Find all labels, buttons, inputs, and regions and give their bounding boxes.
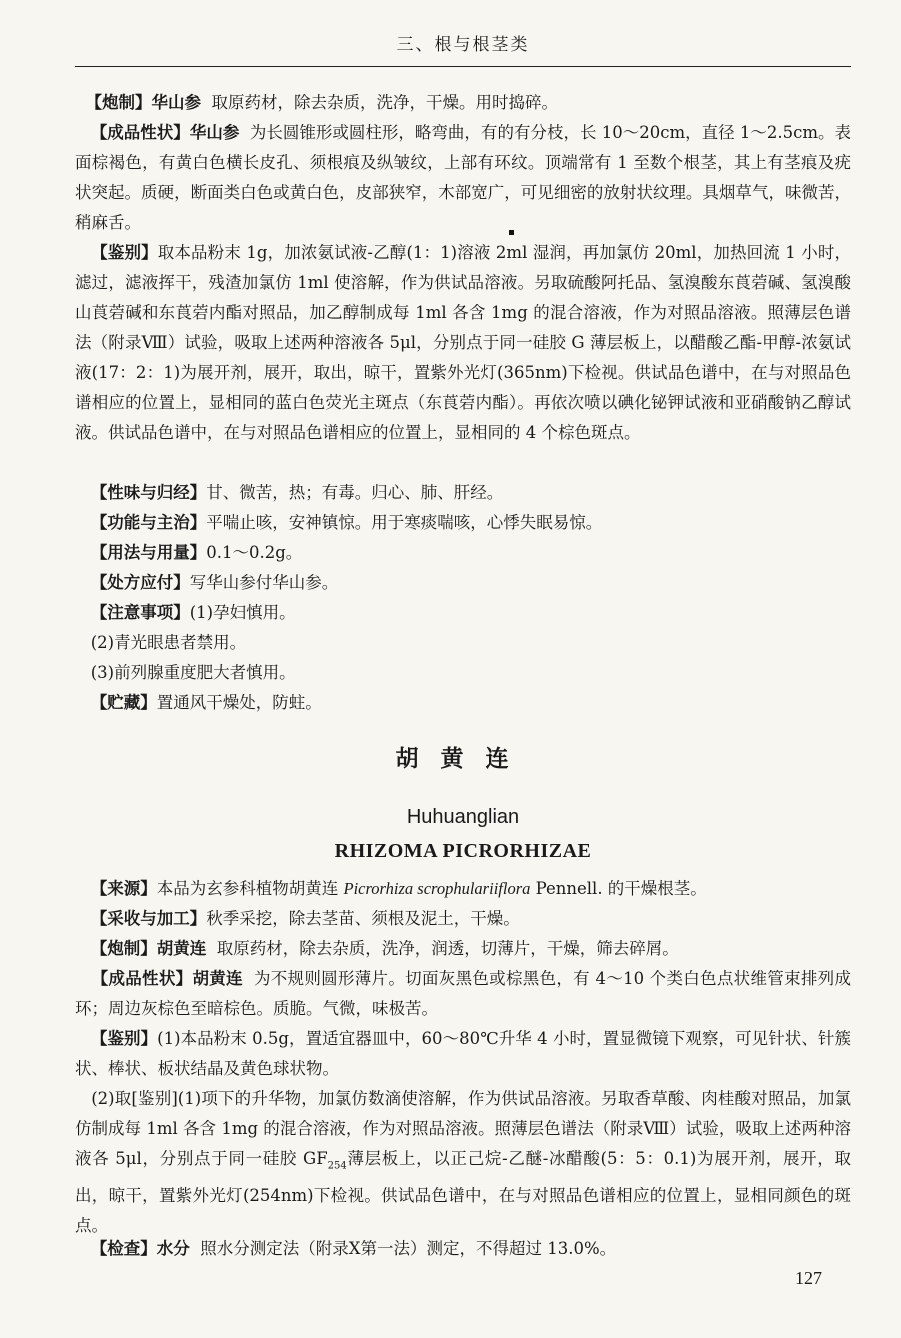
jianbie2-label: 【鉴别】 <box>90 1029 158 1048</box>
zhuyi-item-3-text: (3)前列腺重度肥大者慎用。 <box>90 663 296 682</box>
jiancha-text: 照水分测定法（附录Ⅹ第一法）测定，不得超过 13.0%。 <box>200 1239 617 1258</box>
jianbie-label: 【鉴别】 <box>91 243 158 262</box>
jianbie-text: 取本品粉末 1g，加浓氨试液-乙醇(1：1)溶液 2ml 湿润，再加氯仿 20ml，加热回流 1 小时，滤过，滤液挥干，残渣加氯仿 1ml 使溶解，作为供试品溶液。另取硫酸阿托品、氢溴酸东莨菪碱、氢溴酸山莨菪碱和东莨菪内酯对照品，加乙醇制成每 1ml 各含 1mg 的混合溶液，作为对照品溶液。照薄层色谱法（附录Ⅷ）试验，吸取上述两种溶液各 5μl，分别点于同一硅胶 G 薄层板上，以醋酸乙酯-甲醇-浓氨试液(17：2：1)为展开剂，展开，取出，晾干，置紫外光灯(365nm)下检视。供试品色谱中，在与对照品色谱相应的位置上，显相同的蓝白色荧光主斑点（东莨菪内酯）。再依次喷以碘化铋钾试液和亚硝酸钠乙醇试液。供试品色谱中，在与对照品色谱相应的位置上，显相同的 4 个棕色斑点。 <box>75 243 851 442</box>
jianbie-paragraph <box>75 238 851 448</box>
xingwei-paragraph <box>75 478 851 508</box>
xingzhuang2-label: 【成品性状】 <box>91 969 193 988</box>
gongneng-paragraph <box>75 508 851 538</box>
running-header: 三、根与根茎类 <box>396 35 530 55</box>
xingzhuang-paragraph <box>75 118 851 238</box>
zhucang-text: 置通风干燥处，防蛀。 <box>156 693 322 712</box>
paozhi-label: 【炮制】 <box>85 93 152 112</box>
ink-dot <box>509 230 514 235</box>
entry-title-latin: RHIZOMA PICRORHIZAE <box>334 840 592 862</box>
zhuyi-item-2 <box>75 628 851 658</box>
paozhi2-label: 【炮制】 <box>90 939 157 958</box>
laiyuan-label: 【来源】 <box>90 879 157 898</box>
zhuyi-paragraph <box>75 598 851 628</box>
xingzhuang-text: 为长圆锥形或圆柱形，略弯曲，有的有分枝，长 10～20cm，直径 1～2.5cm。表面棕褐色，有黄白色横长皮孔、须根痕及纵皱纹，上部有环纹。顶端常有 1 至数个根茎，其上有茎痕及疣状突起。质硬，断面类白色或黄白色，皮部狭窄，木部宽广，可见细密的放射状纹理。具烟草气，味微苦，稍麻舌。 <box>75 123 852 232</box>
yongfa-label: 【用法与用量】 <box>90 543 207 562</box>
paozhi-paragraph <box>75 88 851 118</box>
caishou-paragraph <box>75 904 851 934</box>
laiyuan-paragraph <box>75 874 851 904</box>
xingwei-label: 【性味与归经】 <box>90 483 207 502</box>
laiyuan-text-after: Pennell. 的干燥根茎。 <box>530 879 707 898</box>
paozhi-herb: 华山参 <box>151 93 201 112</box>
jianbie2-subscript: 254 <box>327 1160 347 1172</box>
jianbie2-text-2a: (2)取[鉴别](1)项下的升华物，加氯仿数滴使溶解，作为供试品溶液。另取香草酸、肉桂酸对照品，加氯仿制成每 1ml 各含 1mg 的混合溶液，作为对照品溶液。照薄层色谱法（附录Ⅷ）试验，吸取上述两种溶液各 5μl，分别点于同一硅胶 GF <box>75 1089 851 1168</box>
zhuyi-item-3 <box>75 658 851 688</box>
caishou-text: 秋季采挖，除去茎苗、须根及泥土，干燥。 <box>206 909 520 928</box>
entry-title-pinyin: Huhuanglian <box>406 806 520 828</box>
xingzhuang2-herb: 胡黄连 <box>192 969 243 988</box>
zhucang-label: 【贮藏】 <box>90 693 157 712</box>
zhuyi-item-2-text: (2)青光眼患者禁用。 <box>90 633 247 652</box>
xingzhuang2-paragraph <box>75 964 851 1024</box>
zhuyi-text: (1)孕妇慎用。 <box>189 603 296 622</box>
gongneng-text: 平喘止咳，安神镇惊。用于寒痰喘咳，心悸失眠易惊。 <box>206 513 603 532</box>
paozhi-text: 取原药材，除去杂质，洗净，干燥。用时捣碎。 <box>211 93 558 112</box>
zhucang-paragraph <box>75 688 851 718</box>
zhuyi-label: 【注意事项】 <box>90 603 190 622</box>
xingzhuang-herb: 华山参 <box>189 123 240 142</box>
paozhi2-paragraph <box>75 934 851 964</box>
jiancha-paragraph <box>75 1234 851 1264</box>
jianbie2-paragraph-1 <box>75 1024 851 1084</box>
header-rule <box>75 66 851 67</box>
jiancha-label: 【检查】 <box>90 1239 157 1258</box>
jianbie2-paragraph-2 <box>75 1084 851 1241</box>
chufang-paragraph <box>75 568 851 598</box>
jianbie2-text-1: (1)本品粉末 0.5g，置适宜器皿中，60～80℃升华 4 小时，置显微镜下观察，可见针状、针簇状、棒状、板状结晶及黄色球状物。 <box>75 1029 851 1078</box>
chufang-label: 【处方应付】 <box>90 573 190 592</box>
yongfa-paragraph <box>75 538 851 568</box>
laiyuan-species: Picrorhiza scrophulariiflora <box>343 879 531 898</box>
entry-title-chinese: 胡黄连 <box>395 746 531 772</box>
xingzhuang2-text: 为不规则圆形薄片。切面灰黑色或棕黑色，有 4～10 个类白色点状维管束排列成环；周边灰棕色至暗棕色。质脆。气微，味极苦。 <box>75 969 851 1018</box>
laiyuan-text-before: 本品为玄参科植物胡黄连 <box>156 879 344 898</box>
paozhi2-herb: 胡黄连 <box>156 939 207 958</box>
jianbie2-text-2b: 薄层板上，以正己烷-乙醚-冰醋酸(5：5：0.1)为展开剂，展开，取出，晾干，置紫外光灯(254nm)下检视。供试品色谱中，在与对照品色谱相应的位置上，显相同颜色的斑点。 <box>75 1149 851 1236</box>
chufang-text: 写华山参付华山参。 <box>189 573 339 592</box>
gongneng-label: 【功能与主治】 <box>90 513 207 532</box>
xingzhuang-label: 【成品性状】 <box>90 123 190 142</box>
xingwei-text: 甘、微苦，热；有毒。归心、肺、肝经。 <box>206 483 504 502</box>
caishou-label: 【采收与加工】 <box>90 909 207 928</box>
paozhi2-text: 取原药材，除去杂质，洗净，润透，切薄片，干燥，筛去碎屑。 <box>216 939 679 958</box>
jiancha-herb: 水分 <box>156 1239 190 1258</box>
yongfa-text: 0.1～0.2g。 <box>206 543 303 562</box>
page-number: 127 <box>795 1268 822 1288</box>
